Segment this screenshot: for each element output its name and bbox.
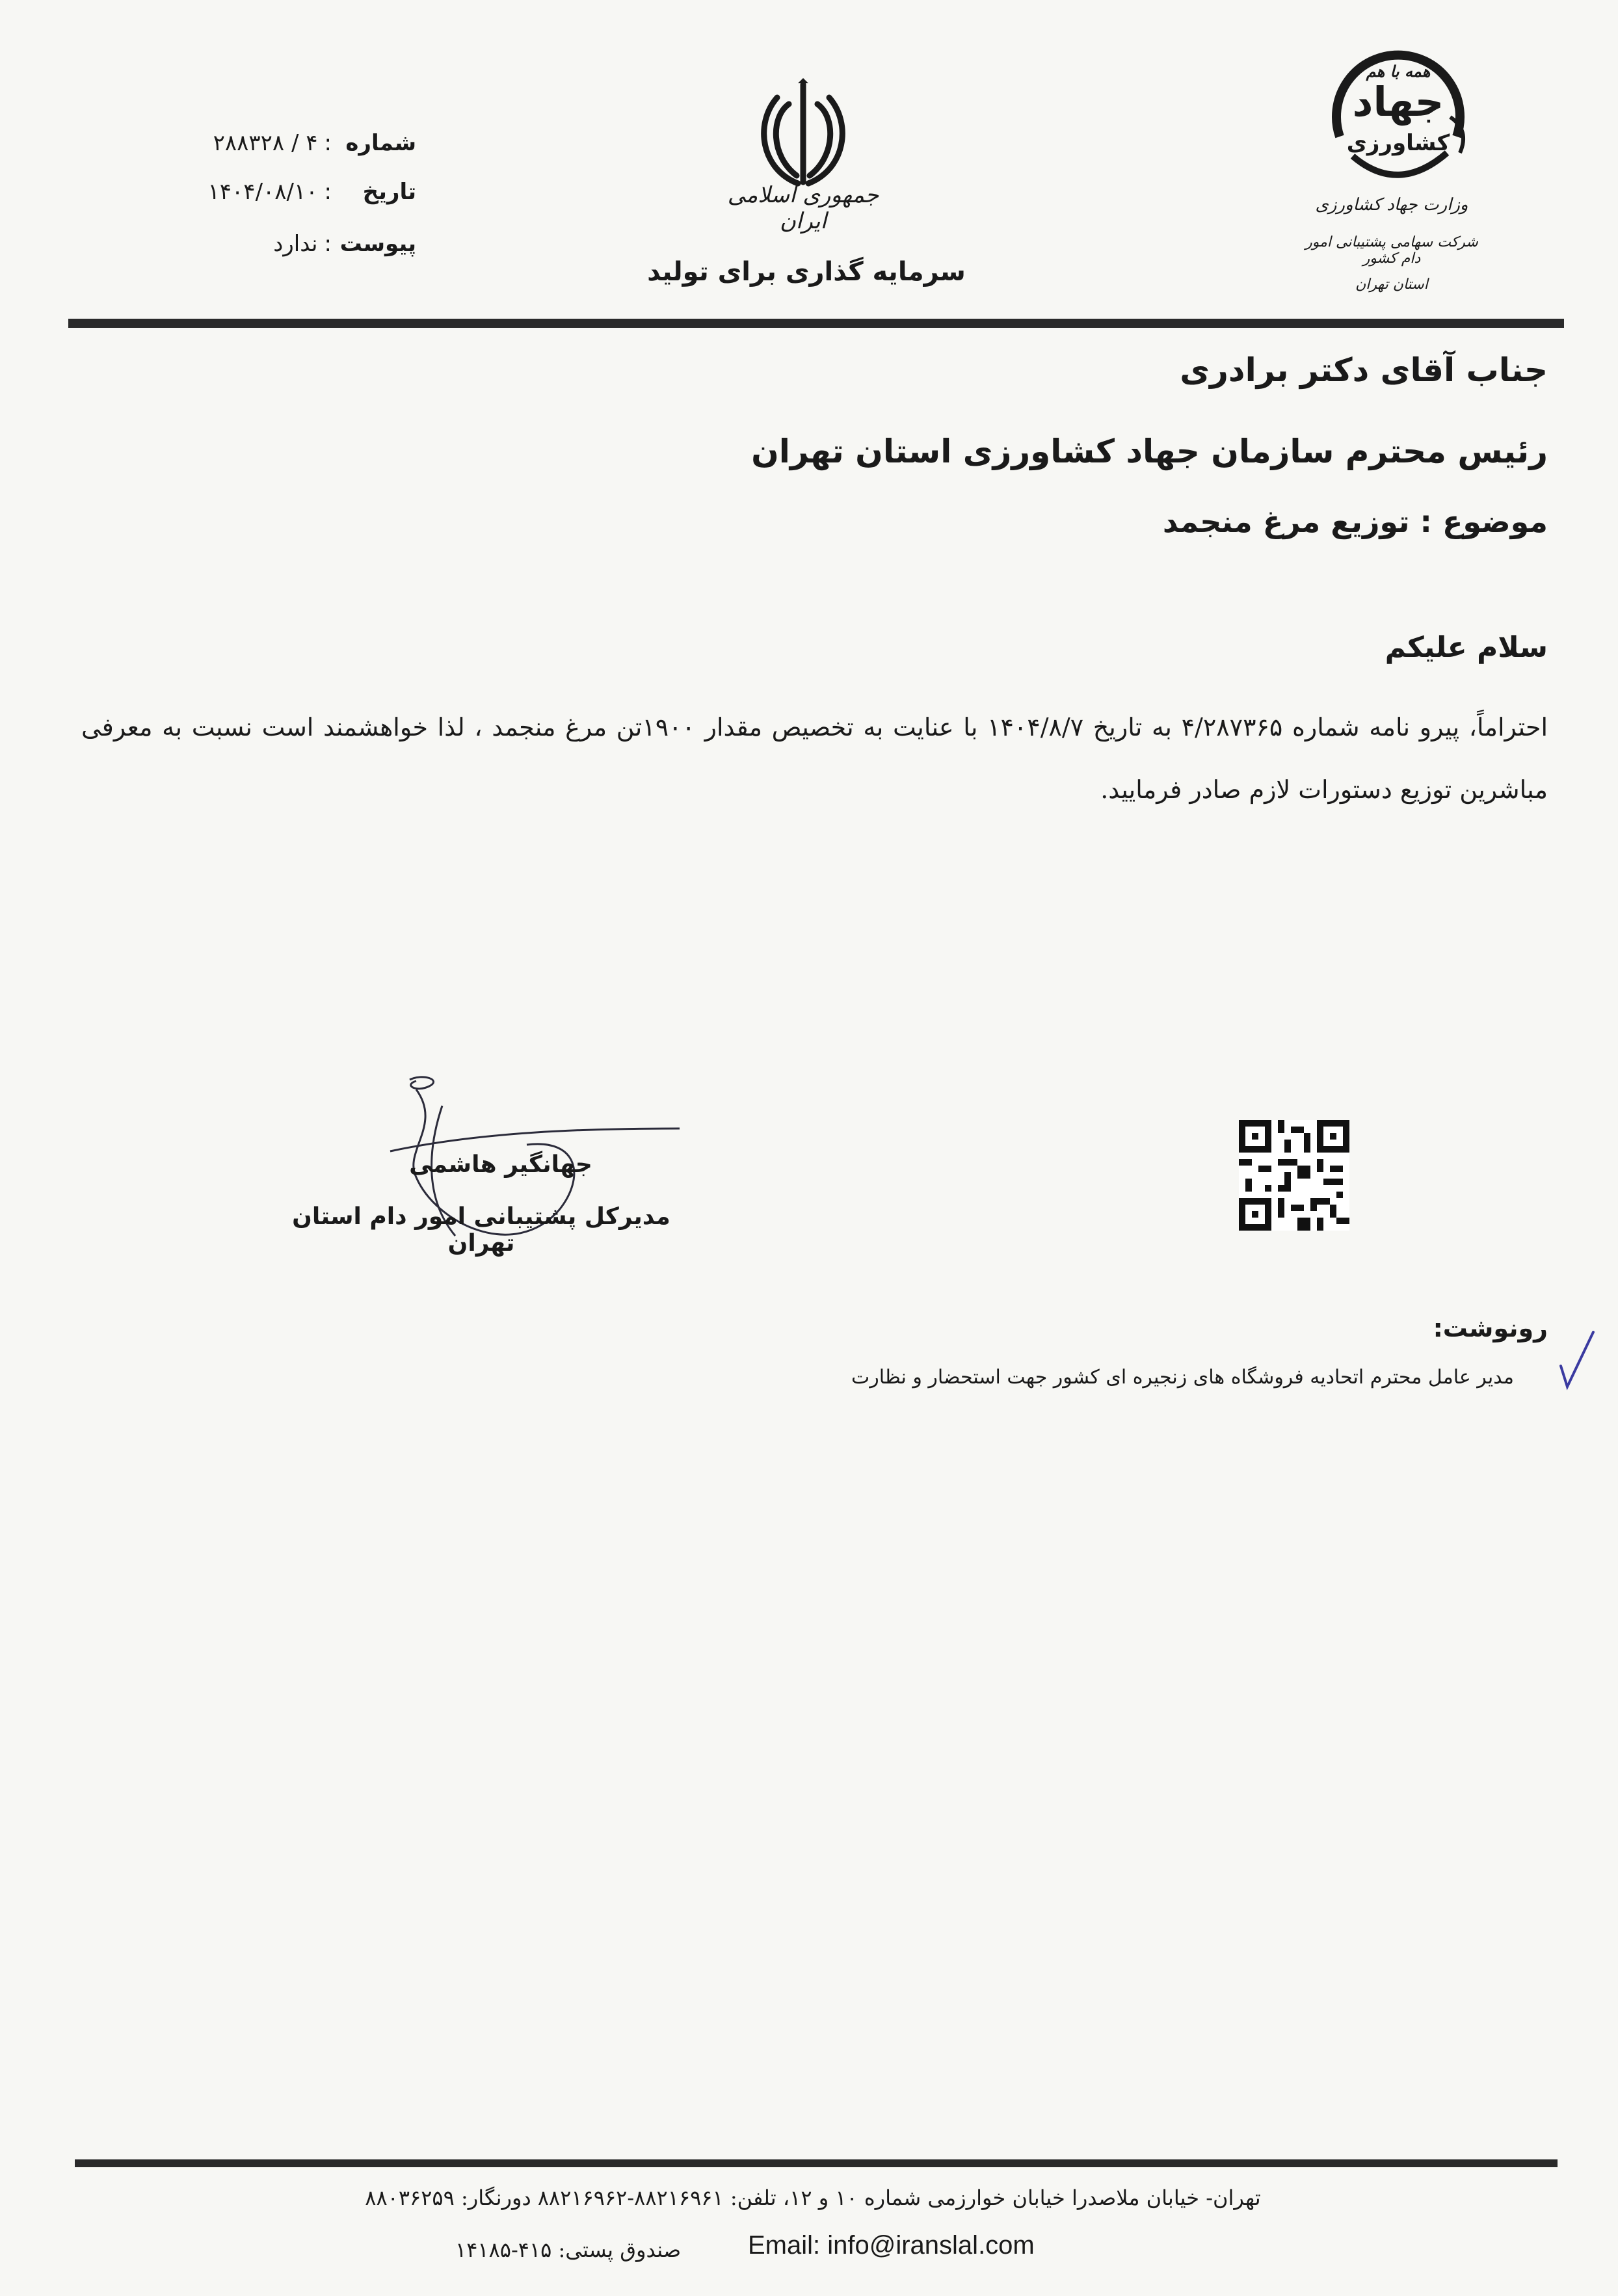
- checkmark-icon: [1558, 1327, 1597, 1392]
- iran-emblem-icon: [758, 78, 849, 189]
- org-line1: وزارت جهاد کشاورزی: [1315, 195, 1468, 215]
- emblem-caption: جمهوری اسلامی ایران: [727, 182, 879, 234]
- slogan: سرمایه گذاری برای تولید: [647, 257, 966, 287]
- header-rule: [68, 319, 1564, 328]
- signatory-title: مدیرکل پشتیبانی امور دام استان تهران: [292, 1203, 670, 1257]
- date-label: تاریخ: [362, 179, 416, 205]
- footer-address: تهران- خیابان ملاصدرا خیابان خوارزمی شماره ۱۰ و ۱۲، تلفن: ۸۸۲۱۶۹۶۱-۸۸۲۱۶۹۶۲ دورنگار: ۸۸۰۳۶۲۵۹: [365, 2185, 1261, 2210]
- logo-main-text: جهاد: [1352, 78, 1444, 126]
- cc-label: رونوشت:: [1433, 1314, 1548, 1342]
- addressee-line1: جناب آقای دکتر برادری: [1180, 351, 1548, 389]
- footer-rule: [75, 2159, 1558, 2167]
- greeting: سلام علیکم: [1385, 631, 1548, 664]
- footer-email: Email: info@iranslal.com: [748, 2231, 1035, 2260]
- signatory-name: جهانگیر هاشمی: [409, 1151, 592, 1178]
- attachment-label: پیوست: [339, 231, 416, 257]
- cc-item: مدیر عامل محترم اتحادیه فروشگاه های زنجیره ای کشور جهت استحضار و نظارت: [851, 1366, 1514, 1389]
- date-value: ۱۴۰۴/۰۸/۱۰: [207, 179, 318, 205]
- org-line2: شرکت سهامی پشتیبانی امور دام کشور: [1305, 234, 1478, 267]
- org-line3: استان تهران: [1355, 276, 1428, 293]
- handwritten-signature: [364, 1067, 689, 1301]
- letter-attachment-row: پیوست:ندارد: [273, 231, 416, 257]
- qr-code: [1239, 1120, 1349, 1231]
- number-value: ۴ / ۲۸۸۳۲۸: [213, 130, 318, 156]
- number-label: شماره: [345, 130, 416, 156]
- letter-number-row: شماره:۴ / ۲۸۸۳۲۸: [213, 130, 416, 156]
- logo-sub-text: کشاورزی: [1346, 130, 1450, 156]
- letter-body: احتراماً، پیرو نامه شماره ۴/۲۸۷۳۶۵ به تاریخ ۱۴۰۴/۸/۷ با عنایت به تخصیص مقدار ۱۹۰۰تن مرغ منجمد ، لذا خواهشمند است نسبت به معرفی مباشرین توزیع دستورات لازم صادر فرمایید.: [81, 713, 1548, 804]
- letter-date-row: تاریخ:۱۴۰۴/۰۸/۱۰: [207, 179, 416, 205]
- subject-line: موضوع : توزیع مرغ منجمد: [1162, 504, 1548, 539]
- attachment-value: ندارد: [273, 231, 318, 257]
- logo-top-text: همه با هم: [1366, 62, 1431, 81]
- addressee-line2: رئیس محترم سازمان جهاد کشاورزی استان تهران: [751, 433, 1548, 470]
- footer-po-box: صندوق پستی: ۴۱۵-۱۴۱۸۵: [455, 2237, 682, 2262]
